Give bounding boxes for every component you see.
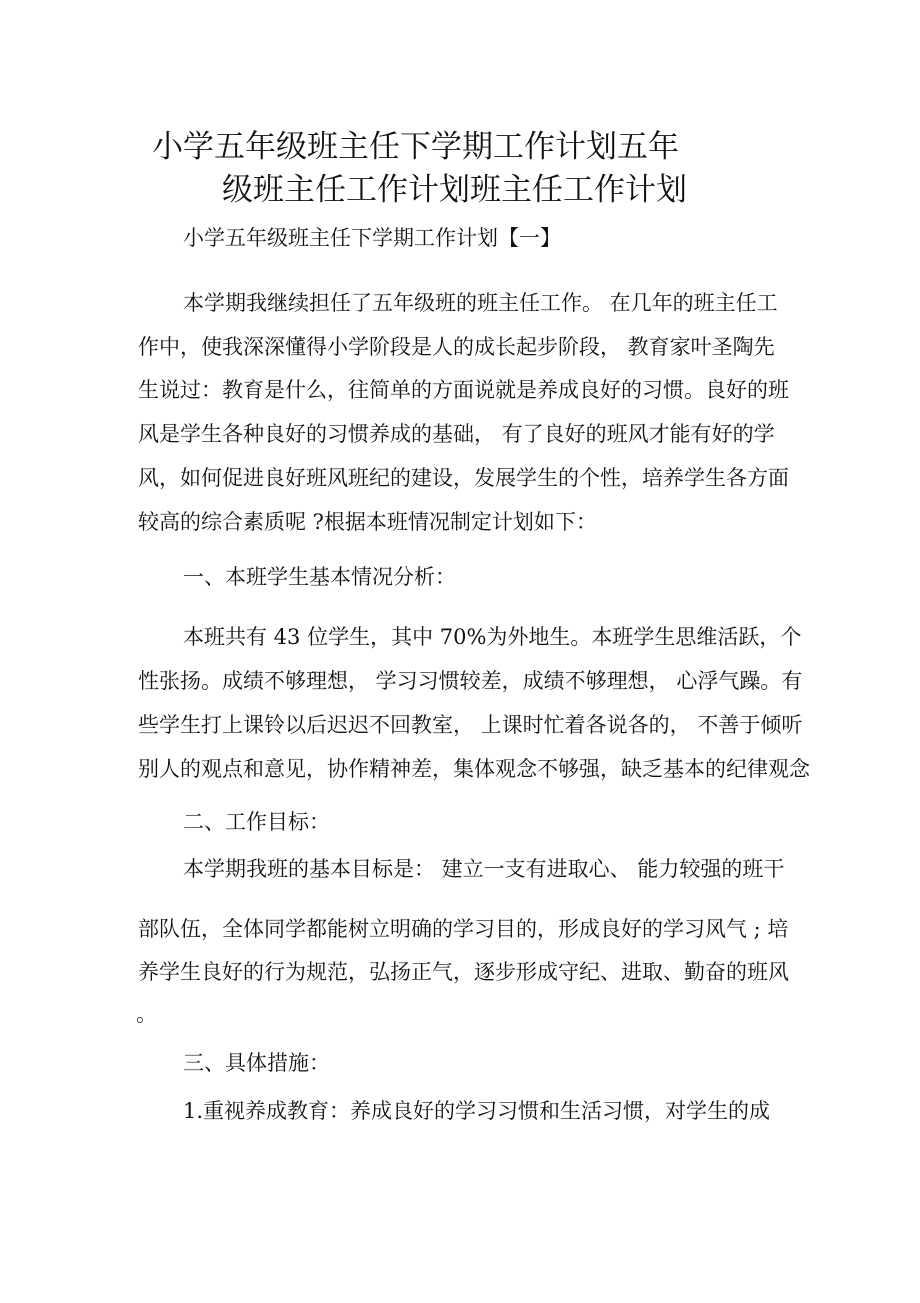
- intro-line-2: 作中，使我深深懂得小学阶段是人的成长起步阶段， 教育家叶圣陶先: [138, 335, 775, 359]
- section2-line-4: 。: [136, 1002, 157, 1026]
- section1-line-1: 本班共有 43 位学生，其中 70%为外地生。本班学生思维活跃，个: [183, 625, 802, 649]
- section1-line-4: 别人的观点和意见，协作精神差，集体观念不够强，缺乏基本的纪律观念: [138, 757, 810, 781]
- intro-line-1: 本学期我继续担任了五年级班的班主任工作。 在几年的班主任工: [183, 291, 778, 315]
- subtitle: 小学五年级班主任下学期工作计划【一】: [183, 226, 561, 250]
- document-title-line-1: 小学五年级班主任下学期工作计划五年: [152, 129, 679, 165]
- intro-line-4: 风是学生各种良好的习惯养成的基础， 有了良好的班风才能有好的学: [138, 422, 775, 446]
- section-heading-2: 二、工作目标：: [183, 810, 330, 834]
- section2-line-2: 部队伍，全体同学都能树立明确的学习目的，形成良好的学习风气 ; 培: [138, 917, 789, 941]
- section2-line-1: 本学期我班的基本目标是： 建立一支有进取心、 能力较强的班干: [183, 857, 785, 881]
- section2-line-3: 养学生良好的行为规范，弘扬正气，逐步形成守纪、进取、勤奋的班风: [138, 960, 789, 984]
- intro-line-3: 生说过：教育是什么，往简单的方面说就是养成良好的习惯。良好的班: [138, 378, 789, 402]
- document-title-line-2: 级班主任工作计划班主任工作计划: [222, 172, 687, 208]
- intro-line-6: 较高的综合素质呢 ?根据本班情况制定计划如下：: [138, 510, 597, 534]
- section1-line-2: 性张扬。成绩不够理想， 学习习惯较差，成绩不够理想， 心浮气躁。有: [138, 669, 803, 693]
- measure-line-1: 1.重视养成教育：养成良好的学习习惯和生活习惯，对学生的成: [183, 1099, 771, 1123]
- intro-line-5: 风，如何促进良好班风班纪的建设，发展学生的个性，培养学生各方面: [138, 466, 789, 490]
- section1-line-3: 些学生打上课铃以后迟迟不回教室， 上课时忙着各说各的， 不善于倾听: [138, 713, 803, 737]
- section-heading-3: 三、具体措施：: [183, 1051, 330, 1075]
- section-heading-1: 一、本班学生基本情况分析：: [183, 565, 456, 589]
